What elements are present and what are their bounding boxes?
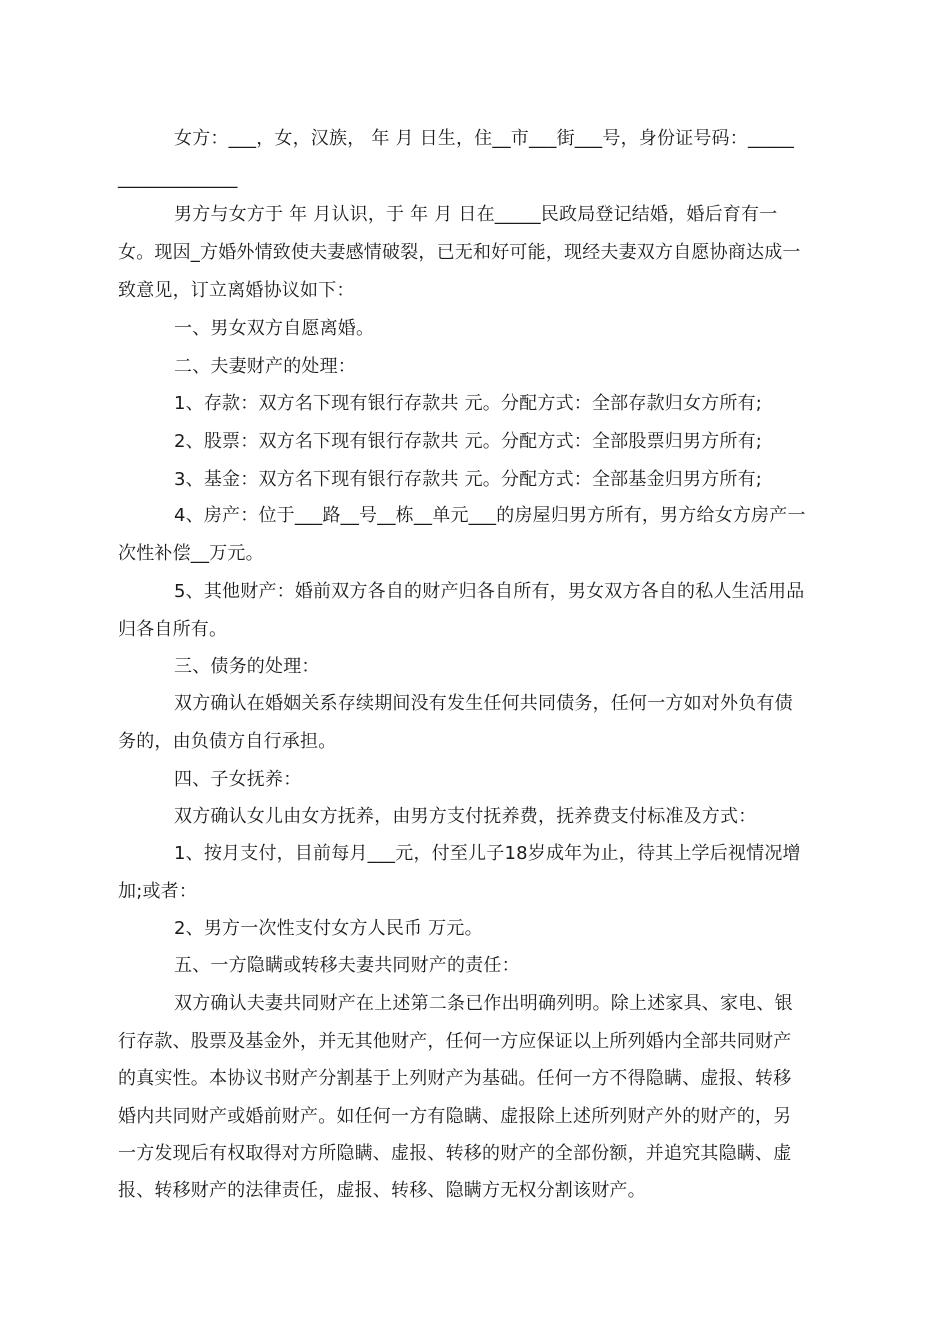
concealment-line-5: 一方发现后有权取得对方所隐瞒、虚报、转移的财产的全部份额，并追究其隐瞒、虚 [118, 1143, 792, 1164]
property-house-line-2: 次性补偿__万元。 [118, 543, 264, 564]
property-other-line-1: 5、其他财产：婚前双方各自的财产归各自所有，男女双方各自的私人生活用品 [174, 581, 805, 602]
property-house-line-1: 4、房产：位于___路__号__栋__单元___的房屋归男方所有，男方给女方房产一 [174, 505, 806, 526]
property-other-line-2: 归各自所有。 [118, 619, 228, 640]
clause-4-heading: 四、子女抚养： [174, 769, 302, 790]
custody-line: 双方确认女儿由女方抚养，由男方支付抚养费，抚养费支付标准及方式： [174, 806, 757, 827]
concealment-line-6: 报、转移财产的法律责任，虚报、转移、隐瞒方无权分割该财产。 [118, 1180, 646, 1201]
clause-3-heading: 三、债务的处理： [174, 656, 320, 677]
concealment-line-4: 婚内共同财产或婚前财产。如任何一方有隐瞒、虚报除上述所列财产外的财产的，另 [118, 1106, 792, 1127]
concealment-line-3: 的真实性。本协议书财产分割基于上列财产为基础。任何一方不得隐瞒、虚报、转移 [118, 1068, 792, 1089]
id-number-continuation: _____________ [118, 168, 238, 189]
property-stock-line: 2、股票：双方名下现有银行存款共 元。分配方式：全部股票归男方所有; [174, 431, 763, 452]
clause-2-heading: 二、夫妻财产的处理： [174, 356, 356, 377]
concealment-line-2: 行存款、股票及基金外，并无其他财产，任何一方应保证以上所列婚内全部共同财产 [118, 1031, 792, 1052]
paragraph-intro-line-1: 男方与女方于 年 月认识，于 年 月 日在_____民政局登记结婚，婚后育有一 [174, 204, 778, 225]
paragraph-intro-line-2: 女。现因_方婚外情致使夫妻感情破裂，已无和好可能，现经夫妻双方自愿协商达成一 [118, 242, 801, 263]
clause-1-heading: 一、男女双方自愿离婚。 [174, 318, 375, 339]
support-monthly-line-1: 1、按月支付，目前每月___元，付至儿子18岁成年为止，待其上学后视情况增 [174, 843, 801, 864]
property-deposit-line: 1、存款：双方名下现有银行存款共 元。分配方式：全部存款归女方所有; [174, 393, 763, 414]
property-fund-line: 3、基金：双方名下现有银行存款共 元。分配方式：全部基金归男方所有; [174, 469, 763, 490]
support-lump-sum-line: 2、男方一次性支付女方人民币 万元。 [174, 918, 483, 939]
concealment-line-1: 双方确认夫妻共同财产在上述第二条已作出明确列明。除上述家具、家电、银 [174, 993, 793, 1014]
party-female-line: 女方：___，女，汉族， 年 月 日生，住__市___街___号，身份证号码：_____ [174, 128, 794, 149]
debt-line-2: 务的，由负债方自行承担。 [118, 731, 337, 752]
debt-line-1: 双方确认在婚姻关系存续期间没有发生任何共同债务，任何一方如对外负有债 [174, 693, 793, 714]
clause-5-heading: 五、一方隐瞒或转移夫妻共同财产的责任： [174, 955, 520, 976]
support-monthly-line-2: 加;或者： [118, 881, 198, 902]
paragraph-intro-line-3: 致意见，订立离婚协议如下： [118, 280, 355, 301]
